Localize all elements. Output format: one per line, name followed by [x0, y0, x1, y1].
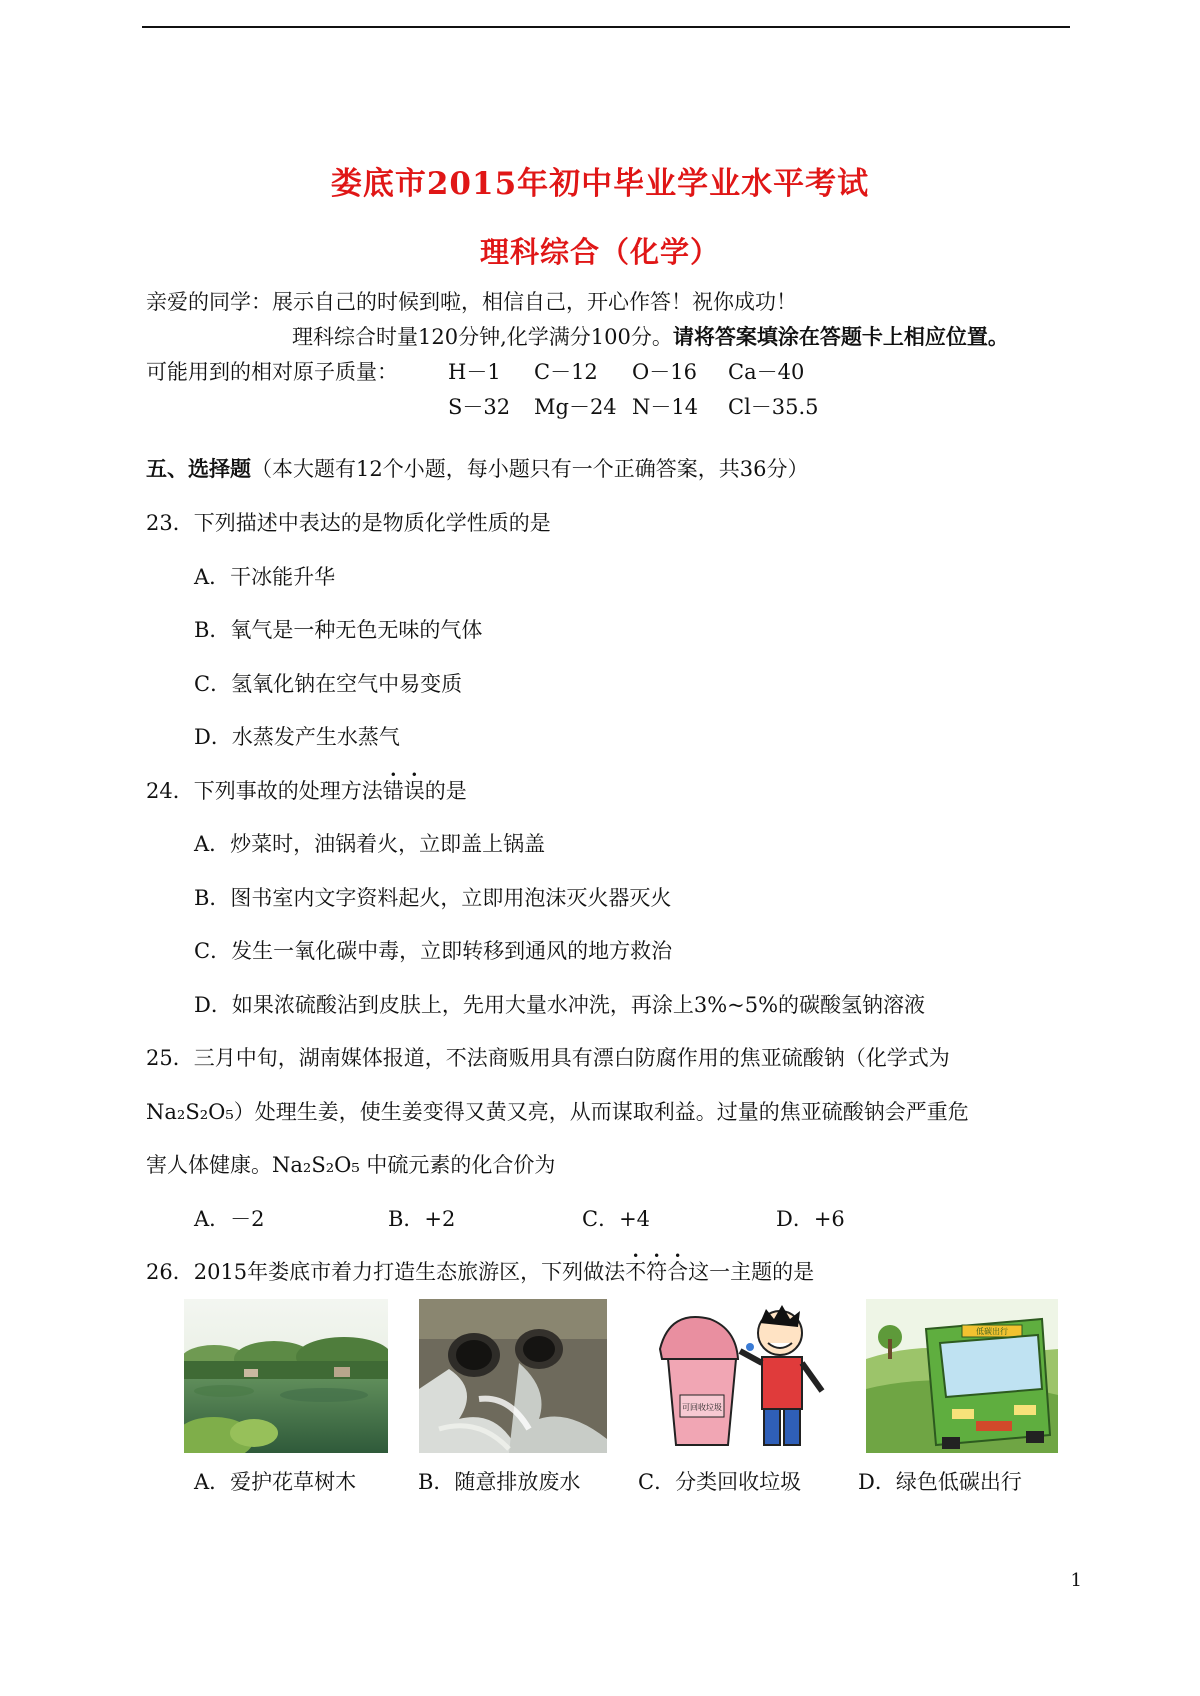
emphasis-char: 不 [625, 1260, 647, 1284]
q26-stem-after: 这一主题的是 [688, 1260, 815, 1284]
q25-option-b: B．+2 [388, 1207, 456, 1231]
q25-option-a: A．－2 [194, 1207, 265, 1231]
emphasis-char: 错 [382, 779, 404, 803]
q26-option-b: B．随意排放废水 [418, 1470, 581, 1494]
garbage-sorting-image [640, 1299, 826, 1453]
green-bus-image [866, 1299, 1058, 1453]
q23-option-d: D．水蒸发产生水蒸气 [194, 725, 400, 749]
mass-ca: Ca－40 [728, 360, 805, 384]
q26-option-d: D．绿色低碳出行 [858, 1470, 1022, 1494]
q23-option-a: A．干冰能升华 [194, 565, 336, 589]
time-note [292, 322, 1009, 352]
emphasis-char: 符 [646, 1260, 668, 1284]
question-25-line3: 害人体健康。Na₂S₂O₅ 中硫元素的化合价为 [146, 1153, 556, 1177]
time-note-text: 理科综合时量120分钟,化学满分100分。 [292, 325, 673, 349]
q23-option-c: C．氢氧化钠在空气中易变质 [194, 672, 463, 696]
section-note: （本大题有12个小题，每小题只有一个正确答案，共36分） [251, 457, 809, 481]
mass-mg: Mg－24 [534, 395, 617, 419]
bus-sign-text: 低碳出行 [976, 1327, 1008, 1336]
q25-option-c: C．+4 [582, 1207, 651, 1231]
q26-option-c: C．分类回收垃圾 [638, 1470, 802, 1494]
mass-n: N－14 [632, 395, 699, 419]
question-23: 23．下列描述中表达的是物质化学性质的是 [146, 511, 551, 535]
section-title: 五、选择题 [146, 456, 251, 481]
q24-option-d: D．如果浓硫酸沾到皮肤上，先用大量水冲洗，再涂上3%~5%的碳酸氢钠溶液 [194, 993, 926, 1017]
top-rule [142, 26, 1070, 28]
q23-option-b: B．氧气是一种无色无味的气体 [194, 618, 483, 642]
recycle-bin-label: 可回收垃圾 [682, 1403, 722, 1412]
mass-s: S－32 [448, 395, 511, 419]
exam-subtitle: 理科综合（化学） [479, 235, 720, 269]
page-number: 1 [1070, 1570, 1082, 1591]
section-heading [146, 454, 808, 484]
emphasis-char: 误 [403, 779, 425, 803]
mass-cl: Cl－35.5 [728, 395, 819, 419]
greeting: 亲爱的同学：展示自己的时候到啦，相信自己，开心作答！祝你成功！ [146, 290, 797, 314]
exam-title: 娄底市2015年初中毕业学业水平考试 [330, 166, 870, 202]
mass-h: H－1 [448, 360, 501, 384]
mass-o: O－16 [632, 360, 697, 384]
q24-option-a: A．炒菜时，油锅着火，立即盖上锅盖 [194, 832, 546, 856]
q24-stem-before: 24．下列事故的处理方法 [146, 779, 383, 803]
time-note-bold: 请将答案填涂在答题卡上相应位置。 [672, 324, 1009, 349]
question-25-line2: Na₂S₂O₅）处理生姜，使生姜变得又黄又亮，从而谋取利益。过量的焦亚硫酸钠会严重危 [146, 1100, 969, 1124]
q26-stem-before: 26．2015年娄底市着力打造生态旅游区，下列做法 [146, 1260, 626, 1284]
emphasis-char: 合 [667, 1260, 689, 1284]
q24-option-b: B．图书室内文字资料起火，立即用泡沫灭火器灭火 [194, 886, 672, 910]
q24-stem-after: 的是 [424, 779, 467, 803]
question-25-line1: 25．三月中旬，湖南媒体报道，不法商贩用具有漂白防腐作用的焦亚硫酸钠（化学式为 [146, 1046, 950, 1070]
q26-option-a: A．爱护花草树木 [194, 1470, 357, 1494]
mass-c: C－12 [534, 360, 598, 384]
q24-option-c: C．发生一氧化碳中毒，立即转移到通风的地方救治 [194, 939, 673, 963]
q25-option-d: D．+6 [776, 1207, 845, 1231]
question-24 [146, 776, 467, 806]
lake-trees-image [184, 1299, 388, 1453]
waste-water-image [419, 1299, 607, 1453]
question-26 [146, 1257, 814, 1287]
atomic-mass-label: 可能用到的相对原子质量： [146, 360, 398, 384]
